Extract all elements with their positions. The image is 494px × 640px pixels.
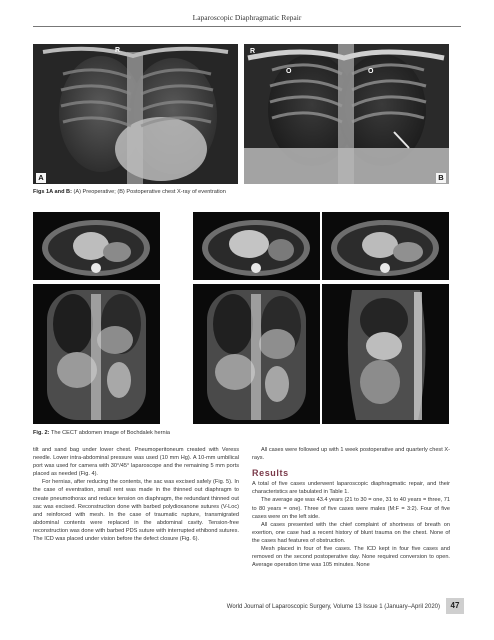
body-right-column (252, 446, 450, 569)
xray-marker-r: R (115, 47, 121, 54)
journal-footer: World Journal of Laparoscopic Surgery, Volume 13 Issue 1 (January–April 2020) (226, 604, 440, 610)
figure2-caption (33, 430, 170, 436)
xray-preoperative-image (33, 44, 238, 184)
ct-sagittal-image (322, 284, 449, 424)
running-header: Laparoscopic Diaphragmatic Repair (192, 13, 302, 22)
xray-marker-o-left: O (286, 68, 292, 75)
results-paragraph-4: Mesh placed in four of five cases. The ICD kept in four five cases and removed on the second postoperative day. None required conversion to open. Average operation time was 105 minutes. None (252, 546, 450, 569)
results-paragraph-2: The average age was 43.4 years (21 to 30 = one, 31 to 40 years = three, 71 to 80 years = one). Three of five cases were males (M:F = 3:2). Four of five cases were on the left side. (252, 497, 450, 520)
ct-axial-2 (193, 212, 320, 280)
panel-letter-b: B (436, 173, 446, 183)
panel-letter-a: A (36, 173, 46, 183)
ct-coronal-1-image (33, 284, 160, 424)
ct-axial-3 (322, 212, 449, 280)
body-left-column (33, 446, 239, 543)
xray-marker-o-right: O (368, 68, 374, 75)
ct-coronal-2-image (193, 284, 320, 424)
xray-preoperative (33, 44, 238, 184)
results-paragraph-1: A total of five cases underwent laparoscopic diaphragmatic repair, and their characteristics are tabulated in Table 1. (252, 481, 450, 496)
page-number: 47 (446, 598, 464, 614)
ct-axial-1 (33, 212, 160, 280)
ct-coronal-2 (193, 284, 320, 424)
results-paragraph-3: All cases presented with the chief complaint of shortness of breath on exertion, one case had a recent history of blunt trauma on the chest. None of the cases had features of obstruction. (252, 521, 450, 544)
figure2-caption-label: Fig. 2: (33, 430, 50, 436)
figure1-caption (33, 189, 226, 195)
figure2-caption-text: The CECT abdomen image of Bochdalek hernia (49, 430, 170, 436)
figure1-caption-text: (A) Preoperative; (B) Postoperative chest X-ray of eventration (71, 189, 226, 195)
right-paragraph-intro: All cases were followed up with 1 week postoperative and quarterly chest X-rays. (252, 447, 450, 462)
ct-axial-2-image (193, 212, 320, 280)
ct-axial-3-image (322, 212, 449, 280)
ct-coronal-1 (33, 284, 160, 424)
left-paragraph-2: For hernias, after reducing the contents, the sac was excised safely (Fig. 5). In the case of eventration, small rent was made in the thinned out diaphragm to create pneumothorax and reduce tension on diaphragm, the redundant thinned out sac was excised. Reconstruction done with barbed polydioxanone sutures (V-Loc) and reinforced with mesh. In the case of traumatic rupture, transmigrated abdominal contents were replaced in the abdominal cavity. Tension-free reconstruction was done with barbed PDS suture with interrupted ethibond sutures. The ICD was placed under vision before the defect closure (Fig. 6). (33, 479, 239, 543)
xray-postoperative (244, 44, 449, 184)
header-rule (33, 26, 461, 27)
ct-sagittal (322, 284, 449, 424)
ct-axial-1-image (33, 212, 160, 280)
figure1-caption-label: Figs 1A and B: (33, 189, 72, 195)
xray-postoperative-image (244, 44, 449, 184)
xray-marker-r2: R (250, 48, 256, 55)
left-paragraph-1: tilt and sand bag under lower chest. Pneumoperitoneum created with Veress needle. Lower intra-abdominal pressure was used (10 mm Hg). A 10-mm umbilical port was used for camera with 30°/45° laparoscope and the remaining 5 mm ports placed as needed (Fig. 4). (33, 447, 239, 478)
results-heading: Results (252, 468, 289, 479)
